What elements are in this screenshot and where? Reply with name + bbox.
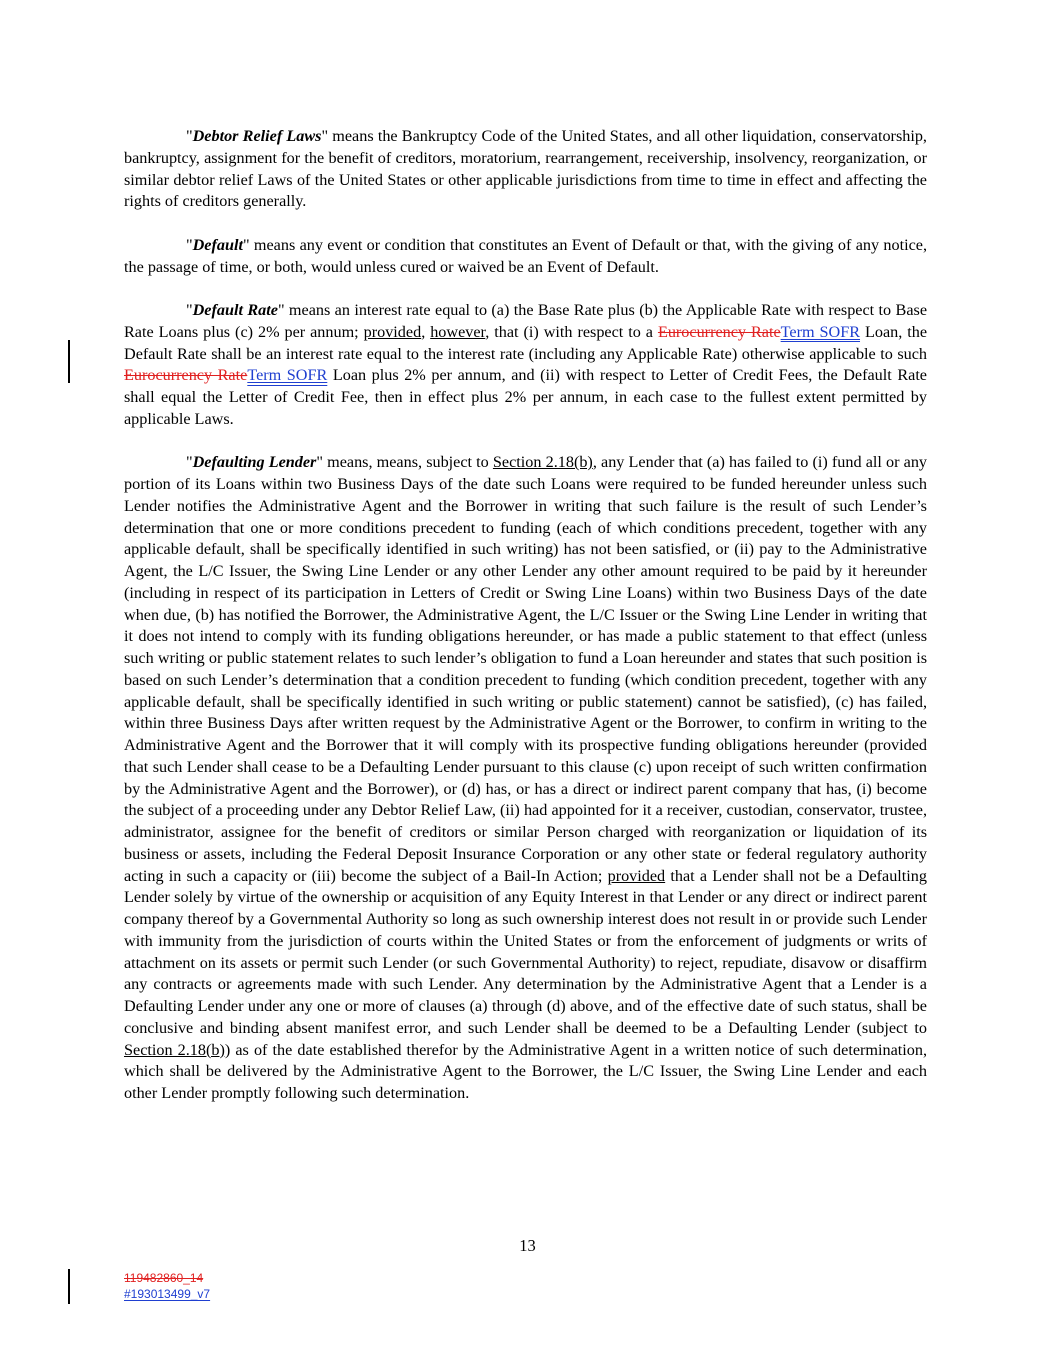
definition-text: means any event or condition that constitutes an Event of Default or that, with the giving of any notice, the passage of time, or both, would unless cured or waived be an Event of Default. bbox=[124, 235, 927, 276]
definition-text: means an interest rate equal to (a) the Base Rate plus (b) the Applicable Rate with respect to Base Rate Loans plus (c) 2% per annum; bbox=[124, 301, 927, 341]
close-quote: " bbox=[321, 127, 329, 145]
definition-text: , any Lender that (a) has failed to (i) fund all or any portion of its Loans within two Business Days of the date such Loans were required to be funded hereunder unless such Lender notifies the Administrative Agent and the Borrower in writing that such failure is the result of such Lender’s determination that one or more conditions precedent to funding (each of which conditions precedent, together with any applicable default, shall be specifically identified in such writing) has not been satisfied, or (ii) pay to the Administrative Agent, the L/C Issuer, the Swing Line Lender or any other Lender any other amount required to be paid by it hereunder (including in respect of its participation in Letters of Credit or Swing Line Loans) within two Business Days of the date when due, (b) has notified the Borrower, the Administrative Agent, the L/C Issuer or the Swing Line Lender in writing that it does not intend to comply with its funding obligations hereunder, or has made a public statement to that effect (unless such writing or public statement relates to such lender’s obligation to fund a Loan hereunder and states that such position is based on such Lender’s determination that a condition precedent to funding (which condition precedent, together with any applicable default, shall be specifically identified in such writing or public statement) cannot be satisfied), (c) has failed, within three Business Days after written request by the Administrative Agent or the Borrower, to confirm in writing to the Administrative Agent and the Borrower that it will comply with its prospective funding obligations hereunder (provided that such Lender shall cease to be a Defaulting Lender pursuant to this clause (c) upon receipt of such written confirmation by the Administrative Agent and the Borrower), or (d) has, or has a direct or indirect parent company that has, (i) become the subject of a proceeding under any Debtor Relief Law, (ii) had appointed for it a receiver, custodian, conservator, trustee, administrator, assignee for the benefit of creditors or similar Person charged with reorganization or liquidation of its business or assets, including the Federal Deposit Insurance Corporation or any other state or federal regulatory authority acting in such a capacity or (iii) become the subject of a Bail-In Action; bbox=[124, 453, 928, 885]
definition-default-rate bbox=[124, 300, 927, 431]
definition-text: , bbox=[421, 322, 431, 341]
definition-default bbox=[124, 235, 927, 279]
underlined-provided: provided bbox=[363, 322, 422, 341]
underlined-however: however bbox=[430, 322, 486, 341]
footer-inserted-id: #193013499_v7 bbox=[124, 1287, 211, 1301]
margin-revision-bar bbox=[68, 340, 70, 383]
open-quote: " bbox=[186, 453, 193, 472]
definition-text: Loan plus 2% per annum, and (ii) with respect to Letter of Credit Fees, the Default Rate shall equal the Letter of Credit Fee, then in effect plus 2% per annum, in each case to the fullest extent permitted by applicable Laws. bbox=[124, 366, 927, 428]
open-quote: " bbox=[186, 235, 193, 254]
definition-text: ) as of the date established therefor by the Administrative Agent in a written notice of such determination, which shall be delivered by the Administrative Agent to the Borrower, the L/C Issuer, the Swing Line Lender and each other Lender promptly following such determination. bbox=[124, 1040, 927, 1102]
open-quote: " bbox=[186, 127, 193, 145]
section-reference: Section 2.18(b) bbox=[492, 453, 593, 472]
open-quote: " bbox=[186, 301, 193, 319]
footer-deleted-id: 119482860_14 bbox=[124, 1271, 204, 1285]
close-quote: " bbox=[242, 235, 250, 254]
deleted-text: Eurocurrency Rate bbox=[657, 322, 781, 341]
underlined-provided: provided bbox=[607, 866, 666, 885]
inserted-text: Term SOFR bbox=[780, 322, 861, 341]
document-body bbox=[124, 126, 927, 1127]
footer-revision-bar bbox=[68, 1269, 70, 1304]
defined-term: Debtor Relief Laws bbox=[192, 127, 322, 145]
inserted-text: Term SOFR bbox=[247, 366, 328, 385]
defined-term: Default bbox=[192, 235, 243, 254]
definition-text: Loan, the Default Rate shall be an interest rate equal to the interest rate (including any Applicable Rate) otherwise applicable to such bbox=[124, 322, 928, 363]
definition-text: means the Bankruptcy Code of the United States, and all other liquidation, conservatorship, bankruptcy, assignment for the benefit of creditors, moratorium, rearrangement, receivership, insolvency, reorganization, or similar debtor relief Laws of the United States or other applicable jurisdictions from time to time in effect and affecting the rights of creditors generally. bbox=[124, 127, 927, 211]
page-number: 13 bbox=[519, 1236, 536, 1255]
close-quote: " bbox=[277, 301, 285, 319]
definition-text: means, means, subject to bbox=[322, 453, 493, 472]
defined-term: Defaulting Lender bbox=[192, 453, 317, 472]
definition-defaulting-lender bbox=[124, 452, 927, 1105]
section-reference: Section 2.18(b) bbox=[124, 1040, 225, 1059]
definition-text: , that (i) with respect to a bbox=[485, 322, 658, 341]
close-quote: " bbox=[316, 453, 323, 472]
document-footer bbox=[124, 1270, 210, 1302]
defined-term: Default Rate bbox=[192, 301, 278, 319]
definition-text: that a Lender shall not be a Defaulting Lender solely by virtue of the ownership or acquisition of any Equity Interest in that Lender or any direct or indirect parent company thereof by a Governmental Authority so long as such ownership interest does not result in or provide such Lender with immunity from the jurisdiction of courts within the United States or from the enforcement of judgments or writs of attachment on its assets or permit such Lender (or such Governmental Authority) to reject, repudiate, disavow or disaffirm any contracts or agreements made with such Lender. Any determination by the Administrative Agent that a Lender is a Defaulting Lender under any one or more of clauses (a) through (d) above, and of the effective date of such status, shall be conclusive and binding absent manifest error, and such Lender shall be deemed to be a Defaulting Lender (subject to bbox=[124, 866, 927, 1037]
definition-debtor-relief-laws bbox=[124, 126, 927, 213]
deleted-text: Eurocurrency Rate bbox=[124, 366, 248, 385]
